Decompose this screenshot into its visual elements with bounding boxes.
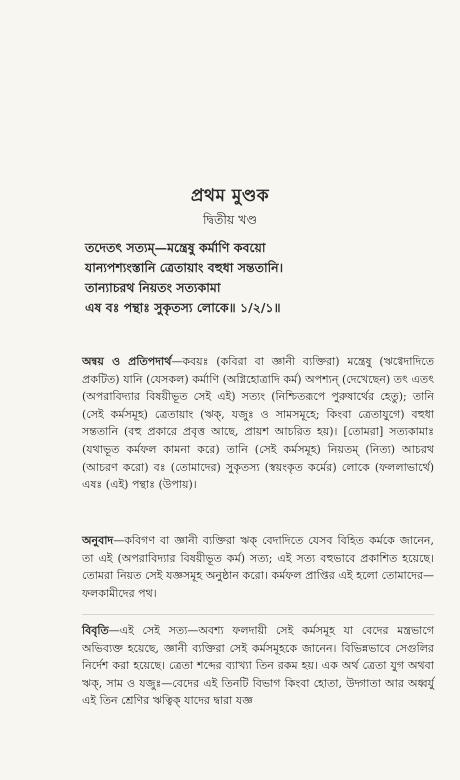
bibriti-heading: বিবৃতি bbox=[82, 624, 109, 637]
verse-line: যান্যপশ্যংস্তানি ত্রেতায়াং বহুধা সন্ততানি। bbox=[85, 260, 284, 275]
anubad-body: —কবিগণ বা জ্ঞানী ব্যক্তিরা ঋক্ বেদাদিতে যেসব বিহিত কর্মকে জানেন, তা এই (অপরাবিদ্যার বিষয়ীভূত কর্ম) সত্য; এই সত্য বহুভাবে প্রকাশিত হয়েছে। তোমরা নিয়ত সেই যজ্ঞসমূহ অনুষ্ঠান করো। কর্মফল প্রাপ্তির এই হলো তোমাদের—ফলকামীদের পথ। bbox=[82, 534, 434, 600]
bibriti-paragraph bbox=[82, 622, 434, 710]
sanskrit-verse bbox=[85, 238, 425, 318]
anvaya-heading: অন্বয় ও প্রতিপদার্থ bbox=[82, 355, 172, 368]
verse-line: এষ বঃ পন্থাঃ সুকৃতস্য লোকে॥ ১/২/১॥ bbox=[85, 300, 281, 315]
bibriti-body: —এই সেই সত্য—অবশ্য ফলদায়ী সেই কর্মসমূহ যা বেদের মন্ত্রভাগে অভিব্যক্ত হয়েছে, জ্ঞানী ব্যক্তিরা সেই কর্মসমূহকে জানেন। বিভিন্নভাবে সেগুলির নির্দেশ করা হয়েছে। ত্রেতা শব্দের ব্যাখ্যা তিন রকম হয়। এক অর্থ ত্রেতা যুগ অথবা ঋক্, সাম ও যজুঃ—বেদের এই তিনটি বিভাগ কিংবা হোতা, উদ্গাতা আর অধ্বর্যু এই তিন শ্রেণির ঋত্বিক্ যাদের দ্বারা যজ্ঞ bbox=[82, 624, 434, 708]
anubad-paragraph bbox=[82, 532, 434, 602]
chapter-title: প্রথম মুণ্ডক bbox=[190, 186, 270, 206]
anubad-heading: অনুবাদ bbox=[82, 534, 114, 547]
paragraph-divider bbox=[82, 614, 434, 615]
anvaya-body: —কবয়ঃ (কবিরা বা জ্ঞানী ব্যক্তিরা) মন্ত্রেষু (ঋগ্বেদাদিতে প্রকটিত) যানি (যেসকল) কর্মাণি (অগ্নিহোত্রাদি কর্ম) অপশ্যন্ (দেখেছেন) তৎ এতৎ (অপরাবিদ্যার বিষয়ীভূত সেই এই) সত্যং (নিশ্চিতরূপে পুরুষার্থের হেতু); তানি (সেই কর্মসমূহ) ত্রেতায়াং (ঋক্, যজুঃ ও সামসমূহে; কিংবা ত্রেতাযুগে) বহুধা সন্ততানি (বহু প্রকারে প্রবৃত্ত আছে, প্রায়শ আচরিত হয়)। [তোমরা] সত্যকামাঃ (যথাভূত কর্মফল কামনা করে) তানি (সেই কর্মসমূহ) নিয়তম্ (নিত্য) আচরথ (আচরণ করো) বঃ (তোমাদের) সুকৃতস্য (স্বয়ংকৃত কর্মের) লোকে (ফললাভার্থে) এষঃ (এই) পন্থাঃ (উপায়)। bbox=[82, 355, 434, 492]
anvaya-paragraph bbox=[82, 353, 434, 494]
verse-line: তদেতৎ সত্যম্—মন্ত্রেষু কর্মাণি কবয়ো bbox=[85, 240, 266, 255]
verse-line: তান্যাচরথ নিয়তং সত্যকামা bbox=[85, 280, 221, 295]
section-title: দ্বিতীয় খণ্ড bbox=[202, 212, 258, 227]
